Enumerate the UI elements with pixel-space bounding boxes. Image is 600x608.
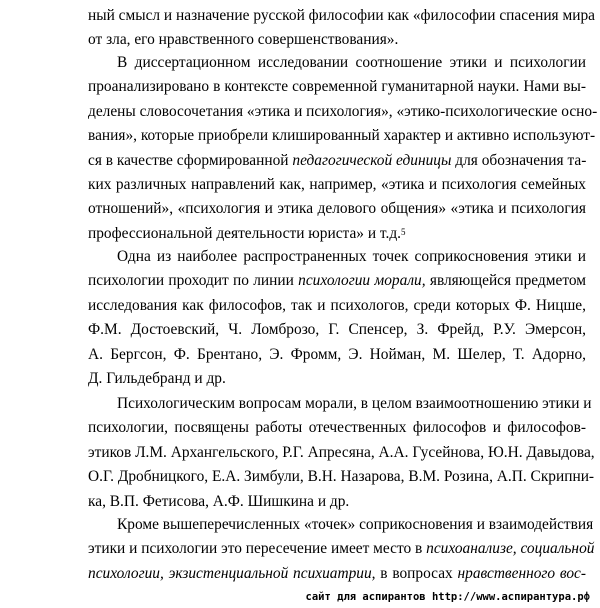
site-footer: сайт для аспирантов http://www.аспирантура.рф (305, 591, 590, 603)
text-run: являющейся предметом (425, 272, 586, 290)
text-run: проанализировано в контексте современной гуманитарной науки. Нами вы- (88, 78, 586, 96)
text-line (88, 441, 595, 465)
text-run: Одна из наиболее распространенных точек соприкосновения этики и (117, 248, 586, 265)
text-run: психологии проходит по линии (88, 272, 299, 290)
text-run: Психологическим вопросам морали, в целом взаимоотношению этики и (117, 395, 592, 412)
text-line (88, 197, 586, 221)
text-line (117, 392, 592, 416)
italic-text: психологии, экзистенциальной психиатрии, (88, 564, 376, 582)
text-line (88, 100, 598, 124)
text-run: А. Бергсон, Ф. Брентано, Э. Фромм, Э. Нойман, М. Шелер, Т. Адорно, (88, 345, 586, 363)
text-line (88, 149, 586, 173)
text-line (88, 4, 595, 28)
text-run: исследования как философов, так и психологов, среди которых Ф. Ницше, (88, 296, 586, 314)
text-line (88, 537, 595, 561)
text-line (88, 173, 586, 197)
text-line (88, 465, 595, 489)
text-run: Ф.М. Достоевский, Ч. Ломброзо, Г. Спенсер, З. Фрейд, Р.У. Эмерсон, (88, 321, 586, 339)
text-run: от зла, его нравственного совершенствования». (88, 31, 399, 49)
text-run: для обозначения та- (451, 151, 587, 169)
text-run: Кроме вышеперечисленных «точек» соприкосновения и взаимодействия (117, 516, 594, 533)
text-line (88, 124, 596, 148)
text-run: ся в качестве сформированной (88, 151, 293, 169)
text-line (88, 367, 586, 391)
text-line (88, 343, 586, 367)
italic-text: психологии морали, (298, 272, 426, 290)
text-run: вания», которые приобрели клишированный характер и активно используют- (88, 127, 596, 145)
text-line (88, 222, 586, 246)
text-run: психологии, посвящены работы отечественных философов и философов- (88, 419, 586, 437)
text-line (88, 294, 586, 318)
text-run: ких различных направлений как, например, «этика и психология семейных (88, 176, 586, 193)
text-line (88, 75, 586, 99)
text-line (117, 51, 586, 75)
italic-text: психоанализе, социальной (426, 540, 595, 558)
text-line (88, 562, 586, 586)
text-line (88, 269, 586, 293)
text-run: в вопросах (375, 564, 458, 582)
text-line (117, 513, 594, 537)
text-run: профессиональной деятельности юриста» и т.д. (88, 224, 402, 242)
text-line (88, 28, 586, 52)
italic-text: нравственного вос- (457, 564, 586, 582)
text-line (88, 318, 586, 342)
text-run: делены словосочетания «этика и психология», «этико-психологические осно- (88, 102, 598, 120)
text-run: В диссертационном исследовании соотношение этики и психологии (117, 54, 586, 71)
text-run: этиков Л.М. Архангельского, Р.Г. Апресяна, А.А. Гусейнова, Ю.Н. Давыдова, (88, 443, 595, 461)
text-run: ный смысл и назначение русской философии как «философии спасения мира (88, 7, 595, 24)
text-run: Д. Гильдебранд и др. (88, 370, 226, 387)
text-line (117, 245, 586, 269)
text-run: ка, В.П. Фетисова, А.Ф. Шишкина и др. (88, 492, 350, 510)
text-run: О.Г. Дробницкого, Е.А. Зимбули, В.Н. Назарова, В.М. Розина, А.П. Скрипни- (88, 468, 595, 486)
text-run: отношений», «психология и этика делового общения» «этика и психология (88, 200, 586, 218)
text-run: этики и психологии это пересечение имеет место в (88, 540, 427, 558)
footnote-marker: 5 (401, 226, 406, 237)
text-line (88, 490, 586, 514)
text-line (88, 416, 586, 440)
italic-text: педагогической единицы (292, 151, 452, 169)
